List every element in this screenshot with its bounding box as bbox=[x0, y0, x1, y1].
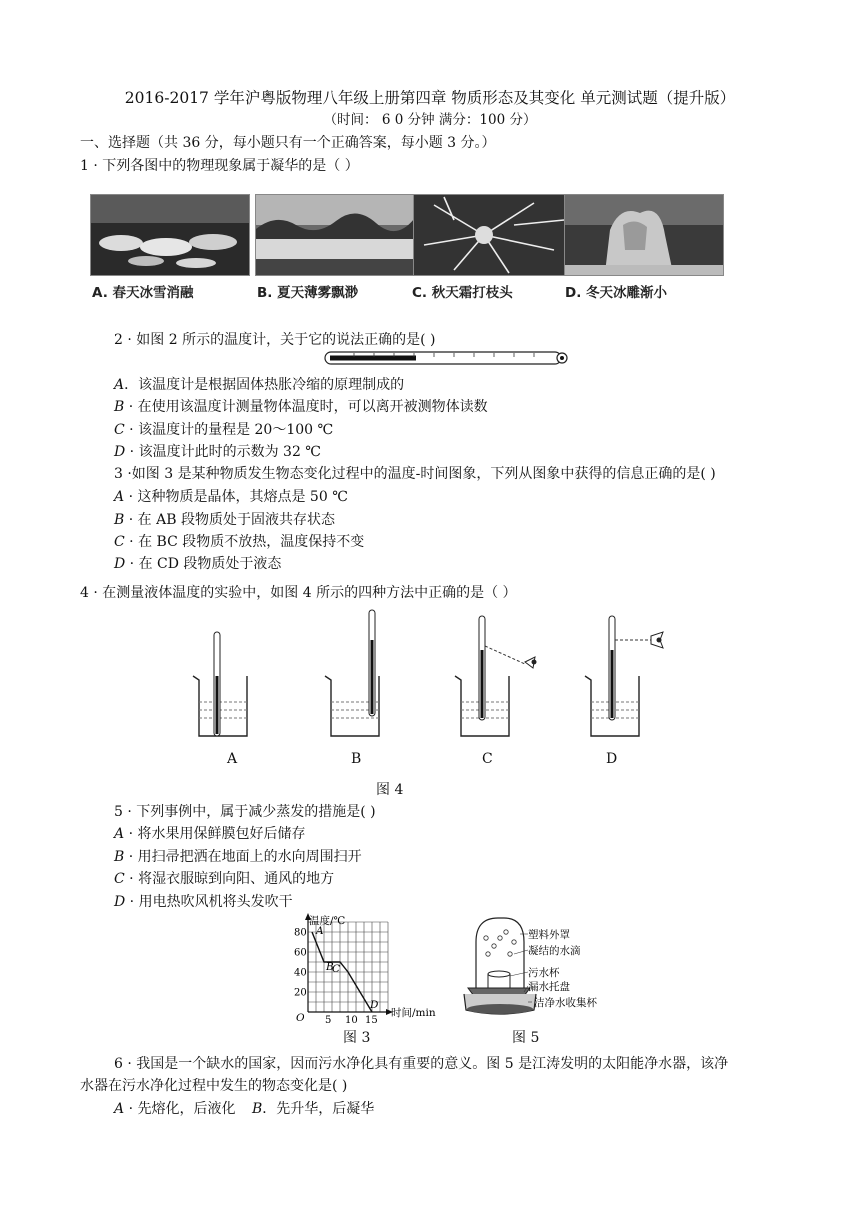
q6-option-b-text: ．先升华，后凝华 bbox=[262, 1101, 375, 1117]
figure-5-caption: 图 5 bbox=[512, 1030, 540, 1046]
q3-option-a-text: · 这种物质是晶体，其熔点是 50 ℃ bbox=[124, 489, 348, 505]
q2-option-b-letter: B bbox=[114, 399, 125, 415]
photo-a-ice-melting bbox=[90, 194, 250, 276]
q3-option-d[interactable] bbox=[114, 553, 281, 573]
caption-b: B. 夏天薄雾飘渺 bbox=[257, 285, 359, 301]
q2-option-a-text: ．该温度计是根据固体热胀冷缩的原理制成的 bbox=[124, 377, 405, 393]
q2-option-a-letter: A bbox=[114, 377, 125, 393]
q3-option-b[interactable] bbox=[114, 509, 335, 529]
label-plastic-cover: 塑料外罩 bbox=[528, 929, 570, 941]
figure-5-solar-purifier bbox=[462, 912, 640, 1024]
q5-option-d-text: · 用电热吹风机将头发吹干 bbox=[125, 894, 293, 910]
y-tick-labels bbox=[294, 928, 307, 999]
q5-option-d-letter: D bbox=[114, 894, 126, 910]
q3-option-b-text: · 在 AB 段物质处于固液共存状态 bbox=[124, 512, 335, 528]
caption-a: A. 春天冰雪消融 bbox=[92, 285, 194, 301]
question-6-stem-line2: 水器在污水净化过程中发生的物态变化是( ) bbox=[80, 1078, 348, 1094]
x-tick-label: 10 bbox=[345, 1015, 358, 1026]
q6-option-b-letter: B bbox=[251, 1101, 263, 1117]
photo-d-ice-sculpture bbox=[564, 194, 724, 276]
q3-option-a[interactable] bbox=[114, 486, 348, 506]
q3-option-c-letter: C bbox=[114, 534, 125, 550]
point-label: C bbox=[332, 963, 341, 975]
label-leak-tray: 漏水托盘 bbox=[528, 981, 570, 993]
q2-option-c-text: · 该温度计的量程是 20～100 ℃ bbox=[124, 422, 334, 438]
x-tick-labels bbox=[325, 1015, 378, 1026]
q2-option-b[interactable] bbox=[114, 396, 488, 416]
question-6-stem-line1: 6 · 我国是一个缺水的国家，因而污水净化具有重要的意义。图 5 是江涛发明的太阳能净水器，该净 bbox=[114, 1056, 729, 1072]
beaker-a bbox=[193, 632, 247, 736]
question-1-stem: 1 · 下列各图中的物理现象属于凝华的是（ ） bbox=[80, 158, 359, 174]
y-axis-label: 温度/℃ bbox=[309, 915, 346, 927]
y-tick-label: 60 bbox=[294, 947, 307, 959]
q3-option-b-letter: B bbox=[114, 512, 125, 528]
question-5-stem: 5 · 下列事例中，属于减少蒸发的措施是( ) bbox=[114, 804, 376, 820]
question-3-stem: 3 ·如图 3 是某种物质发生物态变化过程中的温度-时间图象，下列从图象中获得的信息正确的是( ) bbox=[114, 466, 716, 482]
figure-4-thermometer-methods bbox=[185, 610, 685, 746]
q5-option-a-letter: A bbox=[114, 826, 125, 842]
x-tick-label: 15 bbox=[365, 1015, 378, 1026]
q6-option-a-letter: A bbox=[114, 1101, 125, 1117]
question-4-stem: 4 · 在测量液体温度的实验中，如图 4 所示的四种方法中正确的是（ ） bbox=[80, 585, 517, 601]
question-2-stem: 2 · 如图 2 所示的温度计，关于它的说法正确的是( ) bbox=[114, 332, 436, 348]
q5-option-b-text: · 用扫帚把洒在地面上的水向周围扫开 bbox=[124, 849, 362, 865]
q5-option-b[interactable] bbox=[114, 846, 362, 866]
fig4-label-c: C bbox=[482, 751, 493, 767]
label-water-droplets: 凝结的水滴 bbox=[528, 945, 581, 957]
figure-3-caption: 图 3 bbox=[343, 1030, 371, 1046]
q5-option-a[interactable] bbox=[114, 823, 305, 843]
q2-option-d[interactable] bbox=[114, 441, 321, 461]
x-axis-label: 时间/min bbox=[391, 1007, 436, 1019]
q5-option-c-text: · 将湿衣服晾到向阳、通风的地方 bbox=[124, 871, 335, 887]
q3-option-d-letter: D bbox=[114, 556, 126, 572]
q6-option-a[interactable] bbox=[114, 1101, 235, 1117]
fig4-label-a: A bbox=[227, 751, 238, 767]
q3-option-a-letter: A bbox=[114, 489, 125, 505]
q6-option-a-text: · 先熔化，后液化 bbox=[124, 1101, 236, 1117]
label-clean-water-cup: 洁净水收集杯 bbox=[534, 997, 597, 1009]
caption-d: D. 冬天冰雕渐小 bbox=[565, 285, 668, 301]
q2-option-d-text: · 该温度计此时的示数为 32 ℃ bbox=[125, 444, 321, 460]
fig4-label-b: B bbox=[351, 751, 362, 767]
fig4-label-d: D bbox=[606, 751, 618, 767]
q2-option-a[interactable] bbox=[114, 374, 404, 394]
page-title: 2016-2017 学年沪粤版物理八年级上册第四章 物质形态及其变化 单元测试题（提升版） bbox=[124, 89, 736, 107]
q3-option-c[interactable] bbox=[114, 531, 364, 551]
q5-option-d[interactable] bbox=[114, 891, 293, 911]
photo-b-mist bbox=[255, 194, 415, 276]
label-dirty-water-cup: 污水杯 bbox=[528, 967, 560, 979]
figure-4-caption: 图 4 bbox=[376, 782, 404, 798]
y-tick-label: 80 bbox=[294, 927, 307, 939]
q6-options bbox=[114, 1098, 374, 1118]
q5-option-b-letter: B bbox=[114, 849, 125, 865]
q5-option-a-text: · 将水果用保鲜膜包好后储存 bbox=[124, 826, 306, 842]
origin-label: O bbox=[296, 1012, 305, 1024]
point-label: D bbox=[370, 999, 379, 1011]
y-tick-label: 20 bbox=[294, 987, 307, 999]
y-tick-label: 40 bbox=[294, 967, 307, 979]
exam-info: （时间： 6 0 分钟 满分：100 分） bbox=[323, 112, 537, 128]
q3-option-c-text: · 在 BC 段物质不放热，温度保持不变 bbox=[124, 534, 365, 550]
point-label: B bbox=[326, 961, 334, 973]
water-droplets bbox=[484, 930, 516, 956]
q3-option-d-text: · 在 CD 段物质处于液态 bbox=[125, 556, 282, 572]
figure-3-chart bbox=[290, 912, 436, 1026]
q2-option-b-text: · 在使用该温度计测量物体温度时，可以离开被测物体读数 bbox=[124, 399, 488, 415]
q2-option-c-letter: C bbox=[114, 422, 125, 438]
beaker-c bbox=[455, 616, 537, 736]
point-labels bbox=[315, 925, 379, 1011]
section-heading: 一、选择题（共 36 分，每小题只有一个正确答案，每小题 3 分。） bbox=[80, 135, 496, 151]
q5-option-c[interactable] bbox=[114, 868, 334, 888]
x-tick-label: 5 bbox=[325, 1015, 332, 1026]
q2-option-d-letter: D bbox=[114, 444, 126, 460]
q2-option-c[interactable] bbox=[114, 419, 333, 439]
beaker-d bbox=[585, 616, 663, 736]
thermometer-figure-2 bbox=[324, 349, 574, 367]
beaker-b bbox=[325, 610, 379, 736]
caption-c: C. 秋天霜打枝头 bbox=[412, 285, 513, 301]
q5-option-c-letter: C bbox=[114, 871, 125, 887]
photo-c-frost bbox=[413, 194, 573, 276]
point-label: A bbox=[316, 925, 324, 937]
q6-option-b[interactable] bbox=[252, 1101, 374, 1117]
